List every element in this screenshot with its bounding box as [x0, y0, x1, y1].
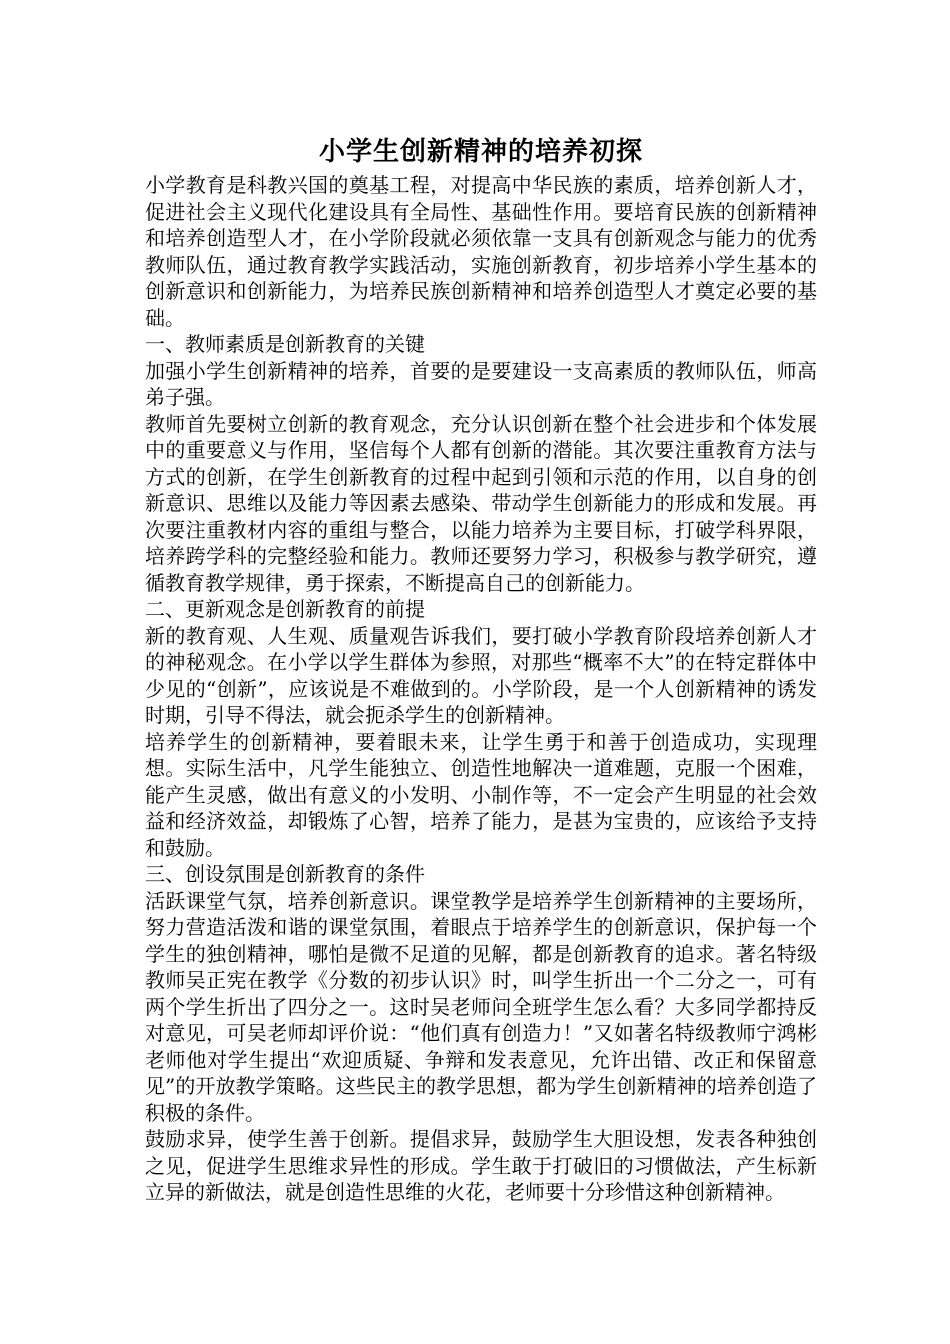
section-1-paragraph-2: 教师首先要树立创新的教育观念，充分认识创新在整个社会进步和个体发展中的重要意义与作用，坚信每个人都有创新的潜能。其次要注重教育方法与方式的创新，在学生创新教育的过程中起到引领和示范的作用，以自身的创新意识、思维以及能力等因素去感染、带动学生创新能力的形成和发展。再次要注重教材内容的重组与整合，以能力培养为主要目标，打破学科界限，培养跨学科的完整经验和能力。教师还要努力学习，积极参与教学研究，遵循教育教学规律，勇于探索，不断提高自己的创新能力。 [145, 411, 817, 595]
section-3-heading: 三、创设氛围是创新教育的条件 [145, 862, 425, 886]
section-2-paragraph-2: 培养学生的创新精神，要着眼未来，让学生勇于和善于创造成功，实现理想。实际生活中，凡学生能独立、创造性地解决一道难题，克服一个困难，能产生灵感，做出有意义的小发明、小制作等，不一定会产生明显的社会效益和经济效益，却锻炼了心智，培养了能力，是甚为宝贵的，应该给予支持和鼓励。 [145, 729, 817, 860]
document-page [145, 132, 817, 1206]
section-3-paragraph-1: 活跃课堂气氛，培养创新意识。课堂教学是培养学生创新精神的主要场所，努力营造活泼和谐的课堂氛围，着眼点于培养学生的创新意识，保护每一个学生的独创精神，哪怕是微不足道的见解，都是创新教育的追求。著名特级教师吴正宪在教学《分数的初步认识》时，叫学生折出一个二分之一，可有两个学生折出了四分之一。这时吴老师问全班学生怎么看？大多同学都持反对意见，可吴老师却评价说：“他们真有创造力！”又如著名特级教师宁鸿彬老师他对学生提出“欢迎质疑、争辩和发表意见，允许出错、改正和保留意见”的开放教学策略。这些民主的教学思想，都为学生创新精神的培养创造了积极的条件。 [145, 888, 817, 1125]
section-2-heading: 二、更新观念是创新教育的前提 [145, 597, 425, 621]
intro-paragraph: 小学教育是科教兴国的奠基工程，对提高中华民族的素质，培养创新人才，促进社会主义现代化建设具有全局性、基础性作用。要培育民族的创新精神和培养创造型人才，在小学阶段就必须依靠一支具有创新观念与能力的优秀教师队伍，通过教育教学实践活动，实施创新教育，初步培养小学生基本的创新意识和创新能力，为培养民族创新精神和培养创造型人才奠定必要的基础。 [145, 173, 817, 330]
section-1-paragraph-1: 加强小学生创新精神的培养，首要的是要建设一支高素质的教师队伍，师高弟子强。 [145, 358, 817, 409]
section-2-paragraph-1: 新的教育观、人生观、质量观告诉我们，要打破小学教育阶段培养创新人才的神秘观念。在小学以学生群体为参照，对那些“概率不大”的在特定群体中少见的“创新”，应该说是不难做到的。小学阶段，是一个人创新精神的诱发时期，引导不得法，就会扼杀学生的创新精神。 [145, 623, 817, 727]
section-1-heading: 一、教师素质是创新教育的关键 [145, 332, 425, 356]
document-title: 小学生创新精神的培养初探 [318, 137, 643, 167]
section-3-paragraph-2: 鼓励求异，使学生善于创新。提倡求异，鼓励学生大胆设想，发表各种独创之见，促进学生思维求异性的形成。学生敢于打破旧的习惯做法，产生标新立异的新做法，就是创造性思维的火花，老师要十分珍惜这种创新精神。 [145, 1127, 817, 1204]
